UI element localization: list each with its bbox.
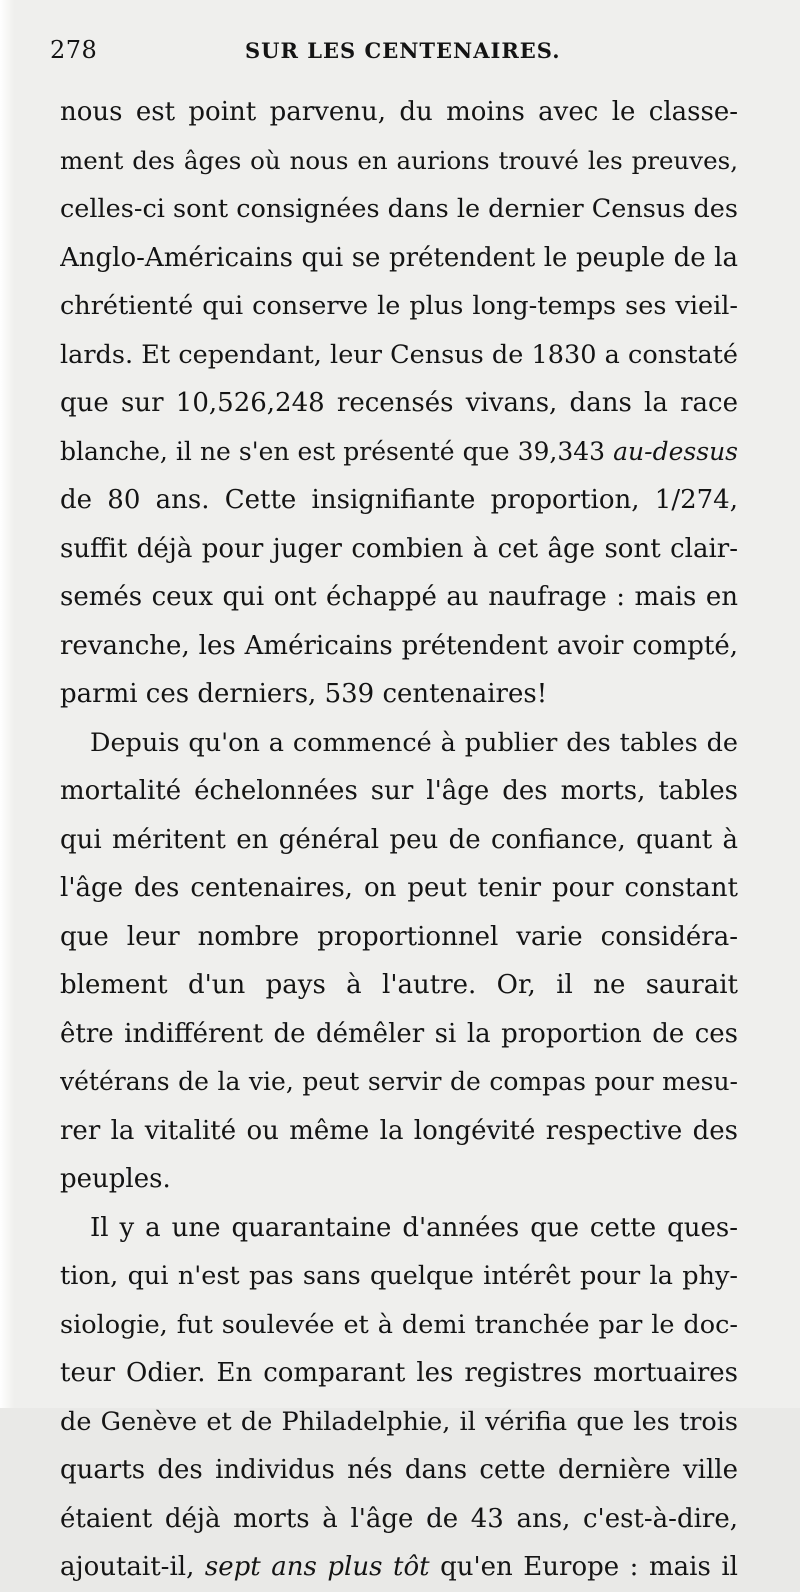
body-text [60, 88, 738, 1592]
text-line: revanche, les Américains prétendent avoir compté, [60, 630, 738, 661]
text-line: qui méritent en général peu de confiance, quant à [60, 824, 738, 855]
text-line: rer la vitalité ou même la longévité respective des [60, 1115, 738, 1146]
page-header [50, 36, 760, 76]
text-line: Anglo-Américains qui se prétendent le peuple de la [60, 242, 738, 273]
text-line: de 80 ans. Cette insignifiante proportion, 1/274, [60, 485, 738, 515]
text-segment: blanche, il ne s'en est présenté que 39,343 [60, 436, 606, 466]
text-line: siologie, fut soulevée et à demi tranchée par le doc- [60, 1309, 738, 1340]
page-edge [0, 0, 14, 1408]
text-line: tion, qui n'est pas sans quelque intérêt pour la phy- [60, 1261, 738, 1291]
text-line: chrétienté qui conserve le plus long-temps ses vieil- [60, 291, 738, 321]
text-line: parmi ces derniers, 539 centenaires! [60, 679, 548, 709]
text-line: que leur nombre proportionnel varie considéra- [60, 921, 738, 952]
text-line: quarts des individus nés dans cette dernière ville [60, 1455, 738, 1485]
text-segment: ajoutait-il, [60, 1552, 195, 1582]
text-line: celles-ci sont consignées dans le dernier Census des [60, 194, 738, 224]
italic-au-dessus: au-dessus [613, 436, 738, 466]
text-line: être indifférent de démêler si la proportion de ces [60, 1018, 738, 1049]
text-line: l'âge des centenaires, on peut tenir pour constant [60, 873, 738, 903]
page-number: 278 [50, 36, 98, 64]
text-line: blement d'un pays à l'autre. Or, il ne saurait [60, 970, 738, 1000]
text-segment: qu'en Europe : mais il [440, 1552, 738, 1582]
text-line: de Genève et de Philadelphie, il vérifia que les trois [60, 1406, 738, 1437]
text-line: ment des âges où nous en aurions trouvé les preuves, [60, 145, 738, 175]
italic-sept-ans: sept ans plus tôt [204, 1552, 430, 1582]
text-line: nous est point parvenu, du moins avec le classe- [60, 97, 738, 127]
text-line: lards. Et cependant, leur Census de 1830 a constaté [60, 339, 738, 370]
text-line: que sur 10,526,248 recensés vivans, dans la race [60, 388, 738, 418]
text-line-with-italic [60, 428, 738, 477]
text-line: peuples. [60, 1164, 171, 1194]
text-line: teur Odier. En comparant les registres mortuaires [60, 1358, 738, 1388]
text-line: mortalité échelonnées sur l'âge des morts, tables [60, 776, 738, 806]
text-line: étaient déjà morts à l'âge de 43 ans, c'est-à-dire, [60, 1503, 738, 1534]
text-line: semés ceux qui ont échappé au naufrage : mais en [60, 582, 738, 612]
paragraph-start: Depuis qu'on a commencé à publier des tables de [90, 727, 738, 758]
text-line-with-italic [60, 1543, 738, 1592]
text-line: vétérans de la vie, peut servir de compas pour mesu- [60, 1067, 738, 1096]
text-line: suffit déjà pour juger combien à cet âge sont clair- [60, 533, 738, 564]
paragraph-start: Il y a une quarantaine d'années que cette ques- [90, 1212, 738, 1243]
running-head: SUR LES CENTENAIRES. [245, 38, 561, 63]
